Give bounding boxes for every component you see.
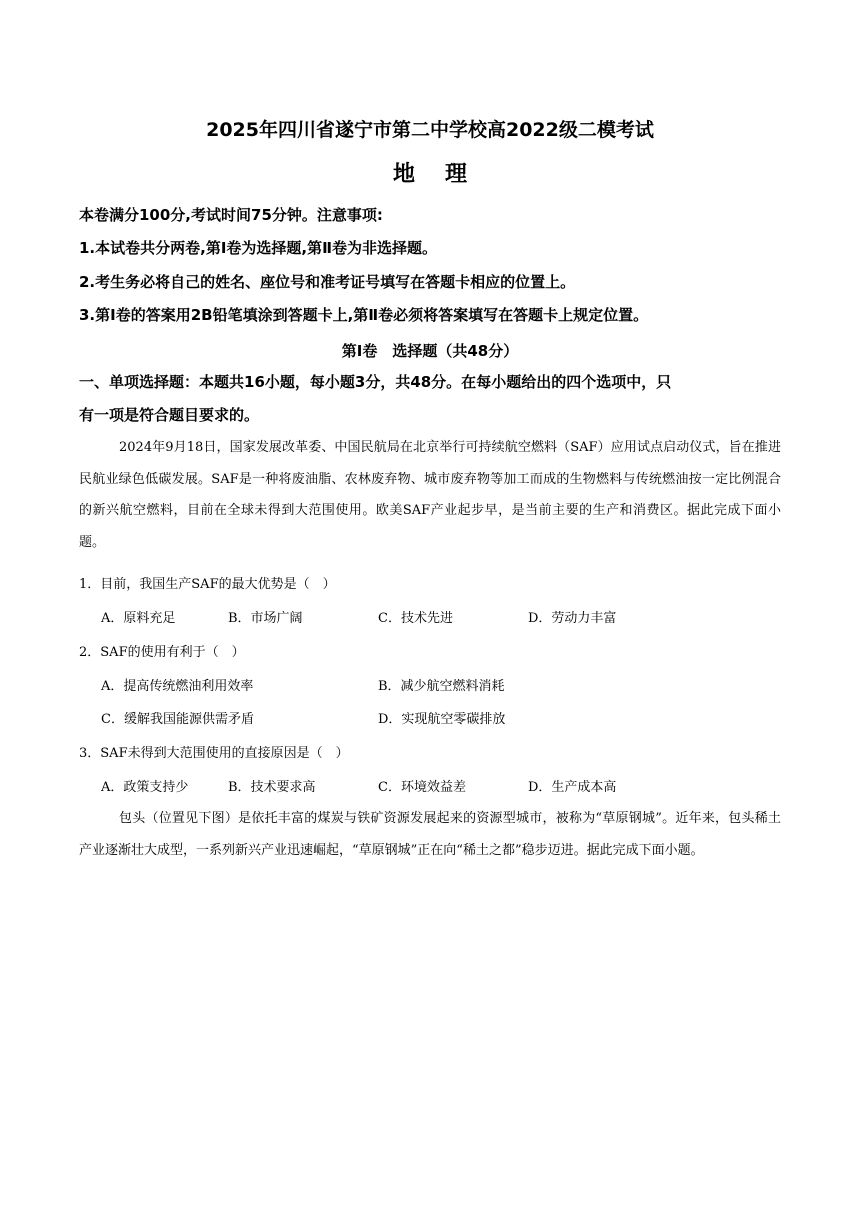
notes-intro: 本卷满分100分,考试时间75分钟。注意事项: [79,206,383,224]
exam-title: 2025年四川省遂宁市第二中学校高2022级二模考试 [206,119,654,141]
question-2-option-b: B．减少航空燃料消耗 [378,679,505,694]
question-1-option-b: B．市场广阔 [228,611,303,626]
question-3-option-a: A．政策支持少 [101,780,189,795]
question-3-option-b: B．技术要求高 [228,780,316,795]
question-2-option-c: C．缓解我国能源供需矛盾 [101,712,254,727]
passage-saf: 2024年9月18日，国家发展改革委、中国民航局在北京举行可持续航空燃料（SAF）应用试点启动仪式，旨在推进民航业绿色低碳发展。SAF是一种将废油脂、农林废弃物、城市废弃物等加工而成的生物燃料与传统燃油按一定比例混合的新兴航空燃料，目前在全球未得到大范围使用。欧美SAF产业起步早，是当前主要的生产和消费区。据此完成下面小题。 [79,440,781,550]
section-instruction-line2: 有一项是符合题目要求的。 [79,406,260,424]
subject-title: 地理 [392,162,497,187]
question-2-option-d: D．实现航空零碳排放 [378,712,506,727]
question-3-stem: 3．SAF未得到大范围使用的直接原因是（ ） [79,746,349,761]
passage-baotou: 包头（位置见下图）是依托丰富的煤炭与铁矿资源发展起来的资源型城市，被称为“草原钢城”。近年来，包头稀土产业逐渐壮大成型，一系列新兴产业迅速崛起，“草原钢城”正在向“稀土之都”稳步迈进。据此完成下面小题。 [79,811,781,858]
note-item-3: 3.第Ⅰ卷的答案用2B铅笔填涂到答题卡上,第Ⅱ卷必须将答案填写在答题卡上规定位置。 [79,306,649,324]
section-instruction-line1: 一、单项选择题：本题共16小题，每小题3分，共48分。在每小题给出的四个选项中，只 [79,373,672,391]
question-3-option-c: C．环境效益差 [378,780,466,795]
question-1-option-d: D．劳动力丰富 [528,611,617,626]
question-1-option-a: A．原料充足 [101,611,176,626]
question-1-option-c: C．技术先进 [378,611,453,626]
question-1-stem: 1．目前，我国生产SAF的最大优势是（ ） [79,577,336,592]
note-item-1: 1.本试卷共分两卷,第Ⅰ卷为选择题,第Ⅱ卷为非选择题。 [79,239,437,257]
question-2-stem: 2．SAF的使用有利于（ ） [79,645,245,660]
question-2-option-a: A．提高传统燃油利用效率 [101,679,254,694]
section-title: 第Ⅰ卷 选择题（共48分） [341,342,519,360]
question-3-option-d: D．生产成本高 [528,780,617,795]
note-item-2: 2.考生务必将自己的姓名、座位号和准考证号填写在答题卡相应的位置上。 [79,273,576,291]
